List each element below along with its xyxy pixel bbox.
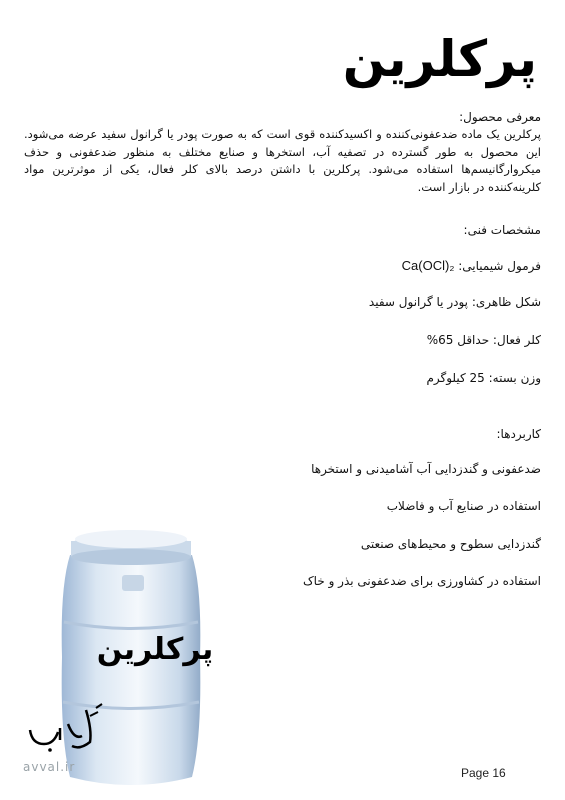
spec-formula-label: فرمول شیمیایی: xyxy=(458,259,541,273)
avval-logo-icon xyxy=(20,700,110,758)
spec-appearance: شکل ظاهری: پودر یا گرانول سفید xyxy=(368,295,541,309)
use-item: ضدعفونی و گندزدایی آب آشامیدنی و استخرها xyxy=(311,462,541,476)
uses-heading: کاربردها: xyxy=(496,427,541,441)
spec-formula xyxy=(402,258,541,273)
use-item: استفاده در صنایع آب و فاضلاب xyxy=(386,499,541,513)
use-item: گندزدایی سطوح و محیط‌های صنعتی xyxy=(360,537,541,551)
use-item: استفاده در کشاورزی برای ضدعفونی بذر و خاک xyxy=(302,574,541,588)
spec-formula-value: Ca(OCl)₂ xyxy=(401,258,455,273)
drum-label xyxy=(96,622,214,678)
specs-heading: مشخصات فنی: xyxy=(463,223,541,237)
intro-heading: معرفی محصول: xyxy=(459,110,541,124)
page-title: پرکلرین xyxy=(342,30,537,88)
drum-label-text: پرکلرین xyxy=(96,632,214,667)
spec-active-chlorine: کلر فعال: حداقل 65% xyxy=(426,333,541,347)
intro-paragraph: پرکلرین یک ماده ضدعفونی‌کننده و اکسیدکننده قوی است که به صورت پودر یا گرانول سفید عرضه می‌شود. این محصول به طور گسترده در تصفیه آب، استخرها و صنایع مختلف به منظور ضدعفونی و حذف میکروارگانیسم‌ها استفاده می‌شود. پرکلرین با داشتن درصد بالای کلر فعال، یکی از موثرترین مواد کلرینه‌کننده در بازار است. xyxy=(24,127,541,194)
page-number: Page 16 xyxy=(461,766,506,780)
watermark-url: avval.ir xyxy=(23,760,76,774)
spec-package-weight: وزن بسته: 25 کیلوگرم xyxy=(426,371,541,385)
